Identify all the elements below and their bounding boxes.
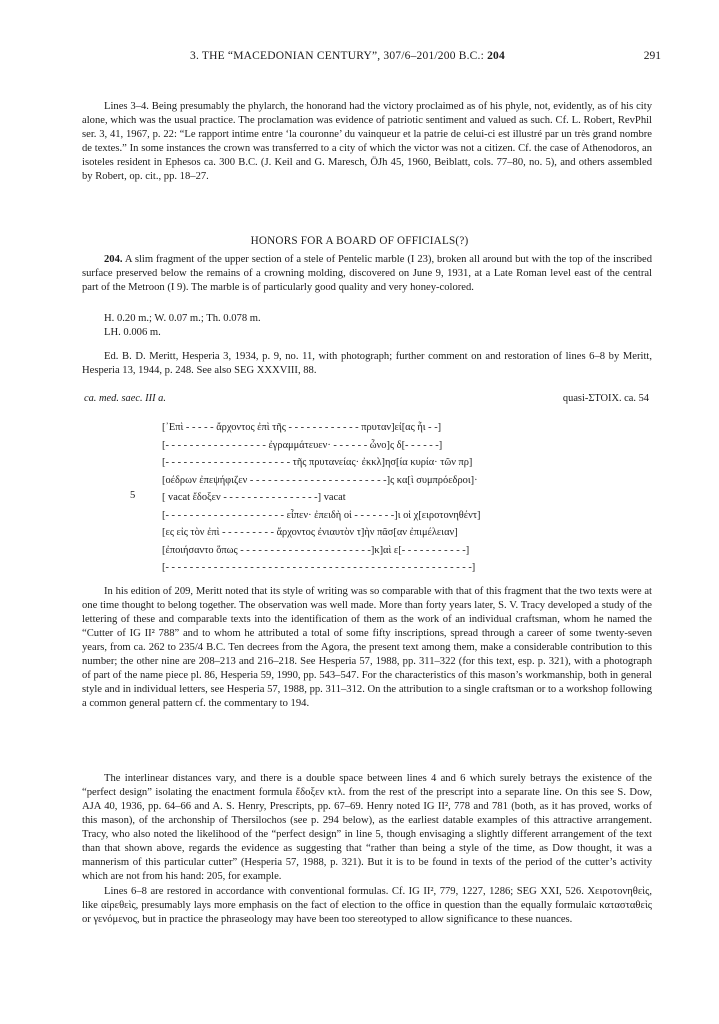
entry-description: [82, 253, 652, 295]
entry-number: 204.: [104, 254, 123, 265]
stoichedon-note: quasi-ΣΤΟΙΧ. ca. 54: [562, 393, 649, 404]
running-entry-number: 204: [487, 50, 505, 62]
commentary-lines-6-8: Lines 6–8 are restored in accordance with conventional formulas. Cf. IG II², 779, 1227, 1286; SEG XXI, 526. Χειροτονηθεὶς, like αἱρεθεὶς, presumably lays more emphasis on the fact of election to the office in question than the equally formulaic κατασταθεὶς or γενόμενος, but in practice the phraseology may have been too stereotyped to allow significance to these nuances.: [82, 886, 652, 925]
measurements: [104, 312, 261, 340]
measurement-dimensions: H. 0.20 m.; W. 0.07 m.; Th. 0.078 m.: [104, 313, 261, 324]
inscription-line: [οέδρων ἐπεψήφιζεν - - - - - - - - - - - - - - - - - - - - - - -]ς κα[ὶ συμπρόεδροι]·: [162, 474, 478, 486]
inscription-line: [ες εἰς τὸν ἐπὶ - - - - - - - - - ἄρχοντος ἐνιαυτὸν τ]ὴν πᾶσ[αν ἐπιμέλειαν]: [162, 527, 458, 538]
inscription-line: [- - - - - - - - - - - - - - - - - - - - - - - - - - - - - - - - - - - - - - - - - - - - - - - - - - -]: [162, 562, 476, 573]
measurement-letter-height: LH. 0.006 m.: [104, 327, 161, 338]
inscription-line: [᾿Επὶ - - - - - ἄρχοντος ἐπὶ τῆς - - - - - - - - - - - - πρυταν]εί[ας ἧι - -]: [162, 422, 442, 433]
line-number-5: 5: [130, 490, 136, 501]
inscription-line: [ vacat ἔδοξεν - - - - - - - - - - - - - - - -] vacat: [162, 492, 346, 503]
commentary-209: In his edition of 209, Meritt noted that its style of writing was so comparable with that of this fragment that the two texts were at one time thought to belong together. The observation was well made. More than forty years later, S. V. Tracy developed a study of the lettering of these and comparable texts into the identification of them as the work of an individual craftsman, whom he named the “Cutter of IG II² 788” and to whom he attributed a total of some fifty inscriptions, spread through a career of some twenty-seven years, from ca. 262 to 235/4 B.C. Ten decrees from the Agora, the present text among them, make a considerable contribution to this number; the other nine are 208–213 and 216–218. See Hesperia 57, 1988, pp. 311–322 (for this text, esp. p. 321), with a photograph of part of the name piece pl. 86, Hesperia 59, 1990, pp. 543–547. For the characteristics of this mason’s workmanship, both in general style and in individual letters, see Hesperia 57, 1988, pp. 311–312. On the attribution to a single craftsman or to a workshop following a common general pattern cf. the commentary to 194.: [82, 586, 652, 709]
inscription-line: [- - - - - - - - - - - - - - - - - - - - εἶπεν· ἐπειδὴ οἱ - - - - - - -]ι οἱ χ[ειροτονηθέντ]: [162, 509, 481, 521]
inscription-date: ca. med. saec. III a.: [84, 393, 166, 404]
page-number: 291: [643, 50, 661, 62]
section-title: HONORS FOR A BOARD OF OFFICIALS(?): [250, 235, 469, 247]
editions-note: Ed. B. D. Meritt, Hesperia 3, 1934, p. 9, no. 11, with photograph; further comment on and restoration of lines 6–8 by Meritt, Hesperia 13, 1944, p. 248. See also SEG XXXVIII, 88.: [82, 351, 652, 376]
running-title: 3. THE “MACEDONIAN CENTURY”, 307/6–201/200 B.C.:: [190, 50, 488, 62]
inscription-line: [ἐποιήσαντο ὅπως - - - - - - - - - - - - - - - - - - - - - -]κ]αὶ ε[- - - - - - - - - - -]: [162, 544, 470, 556]
commentary-lines-3-4: Lines 3–4. Being presumably the phylarch, the honorand had the victory proclaimed as of his phyle, not, evidently, as of his city alone, which was the usual practice. The proclamation was evidence of patriotic sentiment and valued as such. Cf. L. Robert, RevPhil ser. 3, 41, 1967, p. 22: “Le rapport intime entre ‘la couronne’ du vainqueur et la patrie de celui-ci est illustré par un très grand nombre de textes.” In some instances the crown was transferred to a city of which the victor was not a citizen. Cf. the case of Athenodoros, an isoteles resident in Ephesos ca. 300 B.C. (J. Keil and G. Maresch, ÖJh 45, 1960, Beiblatt, cols. 77–80, no. 5), and others assembled by Robert, op. cit., pp. 18–27.: [82, 101, 652, 182]
inscription-line: [- - - - - - - - - - - - - - - - - ἐγραμμάτευεν· - - - - - - ὦνο]ς δ[- - - - - -]: [162, 439, 443, 451]
commentary-interlinear: The interlinear distances vary, and there is a double space between lines 4 and 6 which surely betrays the existence of the “perfect design” isolating the enactment formula ἔδοξεν κτλ. from the rest of the prescript into a separate line. On this see S. Dow, AJA 40, 1936, pp. 64–66 and A. S. Henry, Prescripts, pp. 67–69. Henry noted IG II², 778 and 781 (both, as it has proved, works of this mason), of the archonship of Thersilochos (see p. 294 below), as the earliest datable examples of this attractive arrangement. Tracy, who also noted the likelihood of the “perfect design” in line 5, though envisaging a slightly different arrangement of the text than that shown above, regards the evidence as suggesting that “rather than being a style of the time, as Dow thought, it was a mannerism of this particular cutter” (Hesperia 57, 1988, p. 321). But it is to be found in texts of the period of the cutter’s activity which are not from his hand: 205, for example.: [82, 773, 652, 882]
running-head: [190, 50, 505, 62]
entry-description-text: A slim fragment of the upper section of a stele of Pentelic marble (I 23), broken all around but with the top of the inscribed surface preserved below the remains of a crowning molding, discovered on June 9, 1931, at a Late Roman level east of the central part of the Metroon (I 9). The marble is of particularly good quality and very honey-colored.: [82, 254, 652, 293]
inscription-line: [- - - - - - - - - - - - - - - - - - - - - τῆς πρυτανείας· ἐκκλ]ησ[ία κυρία· τῶν πρ]: [162, 457, 473, 468]
greek-inscription-text: [162, 419, 552, 577]
